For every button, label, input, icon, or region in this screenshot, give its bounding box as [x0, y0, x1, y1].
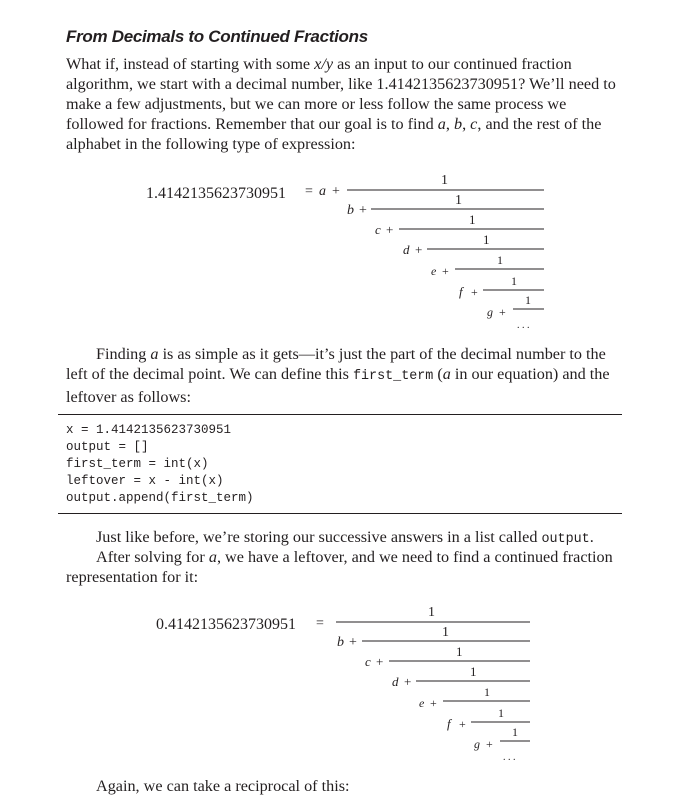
equation1-lead-var: a: [319, 184, 326, 199]
paragraph-finding-a: Finding a is as simple as it gets—it’s just the part of the decimal number to the left of the decimal point. We can define this first_term (a in our equation) and the leftover as follows:: [66, 345, 610, 406]
equation2-plus: +: [376, 654, 384, 669]
equation1-var-g: g: [487, 305, 493, 319]
equation2-plus: +: [459, 717, 466, 731]
equation1-ellipsis: . . .: [517, 320, 530, 331]
code-line: output.append(first_term): [66, 491, 254, 505]
equation2-numerator: 1: [456, 644, 463, 659]
equation1-plus: +: [415, 242, 423, 257]
equation1-lhs: 1.4142135623730951: [146, 185, 286, 202]
equation2-var-g: g: [474, 737, 480, 751]
equation2-var-f: f: [447, 716, 451, 731]
equation1-var-c: c: [375, 222, 381, 237]
equation2-numerator: 1: [484, 685, 490, 699]
equation1-var-d: d: [403, 242, 410, 257]
code-top-rule: [58, 414, 622, 415]
code-line: leftover = x - int(x): [66, 474, 224, 488]
equation1-var-f: f: [459, 284, 463, 299]
equation2-plus: +: [486, 737, 493, 751]
equation2-var-b: b: [337, 635, 344, 650]
equation2-numerator: 1: [512, 725, 518, 739]
equation1-numerator: 1: [455, 193, 462, 208]
paragraph-reciprocal: Again, we can take a reciprocal of this:: [96, 777, 350, 795]
section-title: From Decimals to Continued Fractions: [66, 27, 368, 46]
equation1-levels: [347, 173, 544, 331]
code-line: x = 1.4142135623730951: [66, 423, 232, 437]
equation2-levels: [336, 605, 530, 763]
equation2-plus: +: [349, 635, 357, 650]
equation1-var-b: b: [347, 203, 354, 218]
code-block: [66, 422, 254, 507]
equation1-equals: =: [305, 184, 313, 199]
equation2-var-e: e: [419, 696, 425, 710]
equation1-plus: +: [471, 285, 478, 299]
paragraph-output-list: Just like before, we’re storing our successive answers in a list called output.: [96, 528, 594, 547]
equation1-plus: +: [359, 203, 367, 218]
equation1-lead-plus: +: [332, 184, 340, 199]
equation1-numerator: 1: [511, 274, 517, 288]
intro-paragraph: What if, instead of starting with some x/y as an input to our continued fraction algorithm, we start with a decimal number, like 1.4142135623730951? We’ll need to make a few adjustments, but we can more or less follow the same process we followed for fractions. Remember that our goal is to find a, b, c, and the rest of the alphabet in the following type of expression:: [66, 55, 616, 153]
equation2-plus: +: [430, 696, 437, 710]
equation2-var-c: c: [365, 654, 371, 669]
equation2-numerator: 1: [470, 664, 477, 679]
equation2-numerator: 1: [442, 625, 449, 640]
paragraph-leftover: After solving for a, we have a leftover, and we need to find a continued fraction representation for it:: [66, 548, 613, 586]
code-bottom-rule: [58, 513, 622, 514]
equation1-numerator: 1: [441, 173, 448, 188]
continued-fraction-equation-1: [0, 165, 677, 335]
equation1-numerator: 1: [497, 253, 503, 267]
equation1-plus: +: [386, 222, 394, 237]
equation1-numerator: 1: [525, 293, 531, 307]
equation2-ellipsis: . . .: [503, 752, 516, 763]
equation1-plus: +: [499, 305, 506, 319]
code-line: first_term = int(x): [66, 457, 209, 471]
equation2-equals: =: [316, 616, 324, 631]
equation2-lhs: 0.4142135623730951: [156, 616, 296, 633]
continued-fraction-equation-2: [0, 597, 677, 767]
equation1-var-e: e: [431, 264, 437, 278]
equation2-plus: +: [404, 674, 412, 689]
equation2-numerator: 1: [428, 605, 435, 620]
equation2-var-d: d: [392, 674, 399, 689]
equation1-plus: +: [442, 264, 449, 278]
code-line: output = []: [66, 440, 149, 454]
equation1-numerator: 1: [483, 232, 490, 247]
equation1-numerator: 1: [469, 212, 476, 227]
equation2-numerator: 1: [498, 706, 504, 720]
